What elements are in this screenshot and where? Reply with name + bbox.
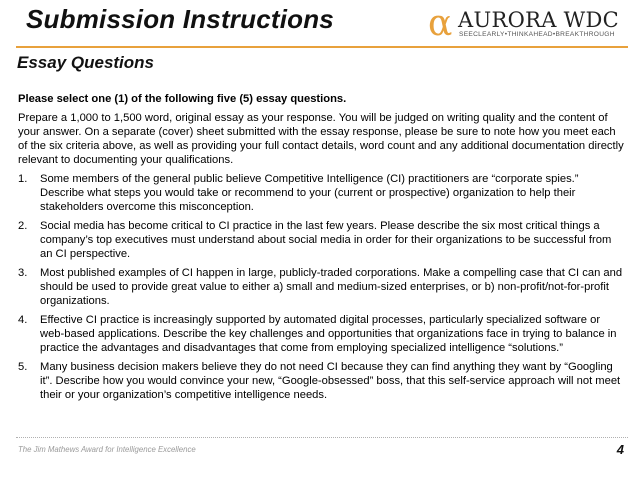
- question-number: 3.: [18, 267, 28, 279]
- content-body: [18, 92, 624, 407]
- alpha-logo-icon: α: [428, 3, 453, 44]
- question-text: Some members of the general public believe Competitive Intelligence (CI) practitioners are “corporate spies.” Describe what steps you would take or recommend to your (current or prospective) organization to help their stakeholders overcome this misconception.: [40, 173, 579, 213]
- question-number: 1.: [18, 173, 28, 185]
- header-divider: [16, 46, 628, 48]
- question-text: Effective CI practice is increasingly supported by automated digital processes, particularly specialized software or web-based applications. Describe the key challenges and opportunities that organizations face in trying to balance in practice the advantages and disadvantages that come from employing specialized intelligence “solutions.”: [40, 314, 617, 354]
- question-item: [18, 313, 624, 355]
- question-item: [18, 172, 624, 214]
- question-text: Many business decision makers believe they do not need CI because they can find anything they want by “Googling it”. Describe how you would convince your new, “Google-obsessed” boss, that this self-service approach will not meet their or your organization’s competitive intelligence needs.: [40, 361, 621, 401]
- question-text: Most published examples of CI happen in large, publicly-traded corporations. Make a compelling case that CI can and should be used to provide great value to either a) small and medium-sized enterprises, or b) non-profit/not-for-profit organizations.: [40, 267, 623, 307]
- page-number: 4: [616, 442, 624, 457]
- question-number: 5.: [18, 361, 28, 373]
- selection-prompt: Please select one (1) of the following five (5) essay questions.: [18, 93, 347, 105]
- question-number: 4.: [18, 314, 28, 326]
- logo-tagline: SEECLEARLY•THINKAHEAD•BREAKTHROUGH: [459, 31, 615, 38]
- question-number: 2.: [18, 220, 28, 232]
- question-item: [18, 219, 624, 261]
- intro-paragraph: Prepare a 1,000 to 1,500 word, original essay as your response. You will be judged on writing quality and the content of your answer. On a separate (cover) sheet submitted with the essay response, please be sure to note how you meet each of the six criteria above, as well as providing your full contact details, word count and any additional documentation directly relevant to documenting your qualifications.: [18, 112, 624, 166]
- logo-name: AURORA WDC: [458, 8, 620, 32]
- question-item: [18, 360, 624, 402]
- footer-divider: [16, 437, 628, 438]
- aurora-wdc-logo: [428, 3, 628, 44]
- section-subtitle: Essay Questions: [17, 53, 155, 72]
- question-list: [18, 172, 624, 402]
- question-item: [18, 266, 624, 308]
- footer-text: The Jim Mathews Award for Intelligence Excellence: [18, 445, 196, 454]
- question-text: Social media has become critical to CI practice in the last few years. Please describe the six most critical things a company’s top executives must understand about social media in order for their organizations to be successful from an CI perspective.: [40, 220, 612, 260]
- page-title: Submission Instructions: [26, 4, 334, 34]
